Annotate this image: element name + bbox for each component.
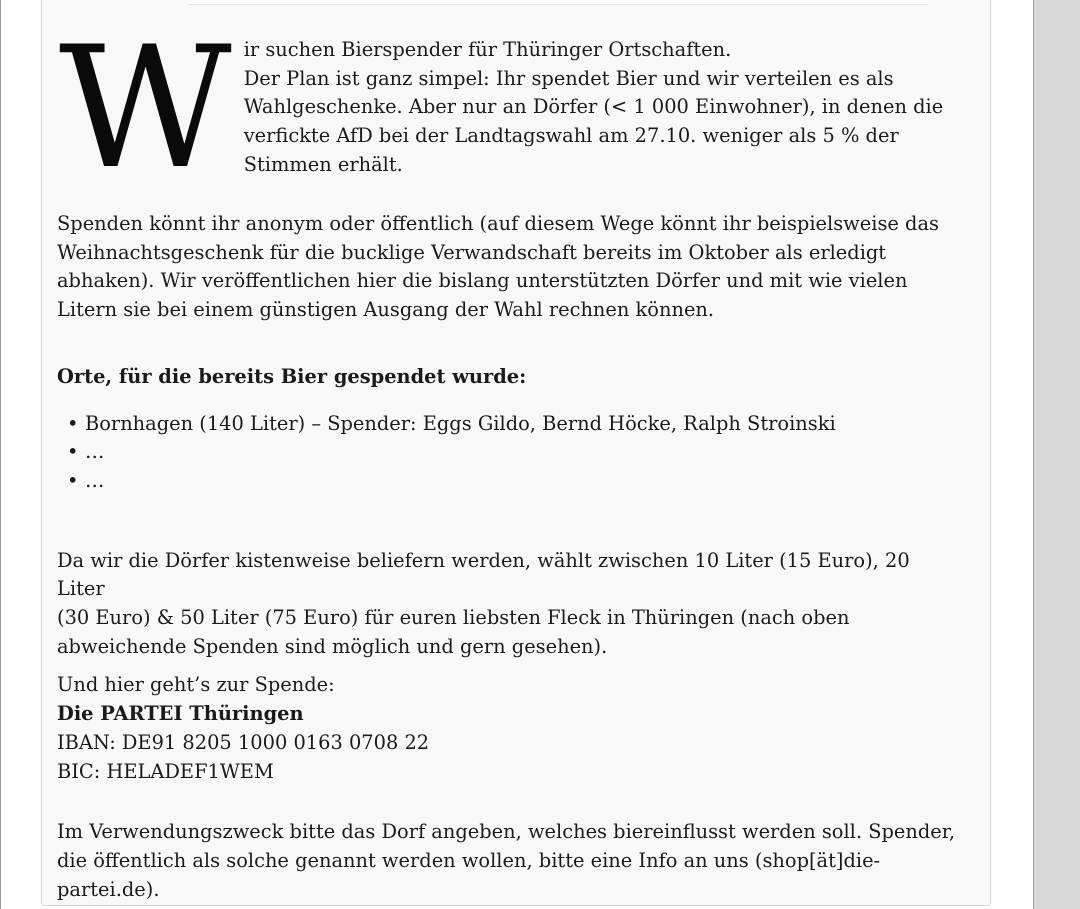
bullet-icon: •: [67, 411, 79, 435]
places-list: [57, 410, 963, 496]
spenden-line-2: Weihnachtsgeschenk für die bucklige Verwandschaft bereits im Oktober als erledigt: [57, 240, 887, 264]
places-heading: Orte, für die bereits Bier gespendet wurde:: [57, 364, 527, 388]
article-body: [57, 10, 963, 904]
donation-recipient: Die PARTEI Thüringen: [57, 702, 304, 726]
kisten-paragraph: [57, 547, 963, 662]
list-item: [67, 438, 963, 467]
spenden-line-3: abhaken). Wir veröffentlichen hier die bislang unterstützten Dörfer und mit wie vielen: [57, 269, 908, 293]
spenden-line-1: Spenden könnt ihr anonym oder öffentlich (auf diesem Wege könnt ihr beispielsweise das: [57, 212, 939, 235]
zweck-line-2: die öffentlich als solche genannt werden wollen, bitte eine Info an uns (shop[ät]die-: [57, 848, 881, 872]
spenden-paragraph: [57, 210, 963, 325]
spenden-line-4: Litern sie bei einem günstigen Ausgang der Wahl rechnen können.: [57, 298, 715, 322]
zweck-line-3: partei.de).: [57, 877, 160, 901]
intro-line-2: Der Plan ist ganz simpel: Ihr spendet Bier und wir verteilen es als: [243, 66, 894, 90]
scrollbar-gutter[interactable]: [1034, 0, 1080, 909]
list-item: [67, 467, 963, 496]
list-item: [67, 410, 963, 439]
donation-iban: IBAN: DE91 8205 1000 0163 0708 22: [57, 730, 430, 754]
place-text: Bornhagen (140 Liter) – Spender: Eggs Gildo, Bernd Höcke, Ralph Stroinski: [85, 411, 836, 435]
intro-line-5: Stimmen erhält.: [243, 152, 403, 176]
donation-intro: Und hier geht’s zur Spende:: [57, 673, 335, 697]
bullet-icon: •: [67, 440, 79, 464]
kisten-line-1: Da wir die Dörfer kistenweise beliefern werden, wählt zwischen 10 Liter (15 Euro), 20 Liter: [57, 548, 910, 601]
intro-block: [57, 10, 963, 206]
intro-line-3: Wahlgeschenke. Aber nur an Dörfer (< 1 000 Einwohner), in denen die: [243, 95, 944, 119]
kisten-line-3: abweichende Spenden sind möglich und gern gesehen).: [57, 634, 608, 658]
kisten-line-2: (30 Euro) & 50 Liter (75 Euro) für euren liebsten Fleck in Thüringen (nach oben: [57, 606, 850, 630]
place-text: …: [85, 440, 105, 464]
zweck-paragraph: [57, 818, 963, 904]
intro-line-4: verfickte AfD bei der Landtagswahl am 27.10. weniger als 5 % der: [243, 124, 899, 148]
place-text: …: [85, 468, 105, 492]
donation-block: [57, 671, 963, 786]
donation-bic: BIC: HELADEF1WEM: [57, 759, 274, 783]
bullet-icon: •: [67, 468, 79, 492]
intro-line-1: ir suchen Bierspender für Thüringer Ortschaften.: [243, 38, 732, 61]
zweck-line-1: Im Verwendungszweck bitte das Dorf angeben, welches biereinflusst werden soll. Spender,: [57, 820, 956, 844]
top-image-edge: [188, 0, 928, 5]
dropcap-letter: W: [59, 10, 232, 206]
